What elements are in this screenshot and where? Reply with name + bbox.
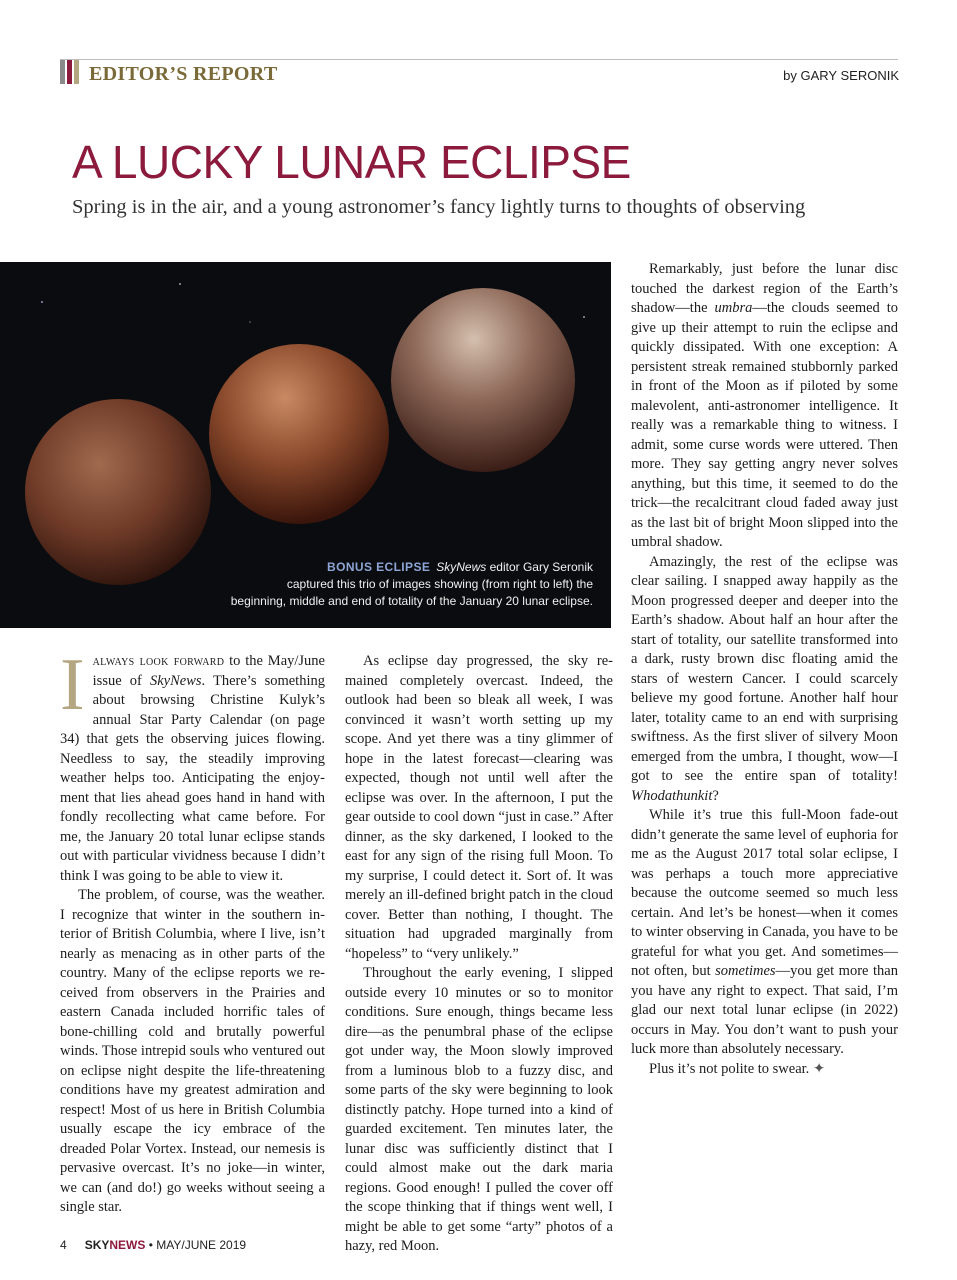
magazine-name: SkyNews (149, 672, 202, 689)
magazine-name-news: NEWS (109, 1238, 146, 1252)
emphasis: Whodathunkit (631, 787, 713, 804)
paragraph-text: Amazingly, the rest of the eclipse was clear sailing. I snapped away happily as the Moon progressed deeper and deeper into the Earth’s shadow. About half an hour after the start of totality, our satellite transformed into a dark, rusty brown disc floating amid the stars of western Cancer. I could scarcely believe my good fortune. Another half hour later, totality came to an end with surprising swiftness. As the first sliver of silvery Moon emerged from the umbra, I thought, wow—I got to see the entire span of totality! (631, 553, 898, 784)
dropcap: I (60, 644, 85, 726)
paragraph-text: . There’s something about browsing Christine Kulyk’s annual Star Party Calendar (on page 34) that gets the observing juices flowing. Needless to say, the steadily improving weather helps too. Anticipating the enjoyment that lies ahead goes hand in hand with fondly recollecting what came before. For me, the January 20 total lunar eclipse stands out with particular vividness because I didn’t think I was going to be able to view it. (60, 672, 325, 884)
paragraph-text: to the May/June issue of (92, 653, 325, 689)
header-rule (60, 59, 898, 60)
star-dot (41, 301, 43, 303)
star-dot (179, 283, 181, 285)
page-number: 4 (60, 1238, 67, 1252)
moon-start-of-totality (391, 288, 575, 472)
caption-source: SkyNews (436, 560, 487, 574)
article-column-3 (631, 260, 898, 1079)
emphasis: umbra (714, 300, 753, 316)
article-paragraph: The problem, of course, was the weather. I recognize that winter in the southern interior of British Columbia, where I live, isn’t nearly as menacing as in other parts of the country. Many of the eclipse reports we received from observers in the Prairies and eastern Canada included horrific tales of bone-chilling cold and brutally powerful winds. Those intrepid souls who ventured out on eclipse night despite the life-threatening conditions have my greatest admiration and respect! Most of us here in British Columbia usually escape the icy embrace of the dreaded Polar Vortex. Instead, our nemesis is pervasive overcast. It’s no joke—in winter, we can (and do!) go weeks without seeing a single star. (60, 887, 325, 1215)
eclipse-photo (0, 262, 611, 628)
photo-caption (173, 559, 593, 610)
paragraph-text: —you get more than you have any right to expect. That said, I’m glad our next total lunar eclipse (in 2022) occurs in May. You don’t want to push your luck more than absolutely necessary. (631, 963, 898, 1057)
article-paragraph (631, 806, 898, 1060)
byline: by GARY SERONIK (783, 68, 899, 83)
page-footer (60, 1238, 246, 1252)
article-paragraph: Throughout the early evening, I slipped outside every 10 minutes or so to monitor conditions. Sure enough, things became less dire—as the penumbral phase of the eclipse got under way, the Moon slowly improved from a luminous blob to a fuzzy disc, and some parts of the sky were beginning to look distinctly patchy. Hope turned into a kind of guarded excitement. Ten minutes later, the lunar disc was sufficiently distinct that I could almost make out the dark maria regions. Good enough! I pulled the cover off the scope thinking that if things went well, I might be able to get some “arty” photos of a hazy, red Moon. (345, 965, 613, 1254)
section-label: EDITOR’S REPORT (89, 63, 278, 85)
paragraph-text: —the clouds seemed to give up their attempt to ruin the eclipse and quickly dissipated. With one exception: A persistent streak remained stubbornly parked in front of the Moon as if piloted by some malevolent, anti-astronomer intelligence. It really was a remarkable thing to witness. I admit, some curse words were uttered. Then more. They say getting angry never solves anything, but this time, it seemed to do the trick—the recalcitrant cloud faded away just as the last bit of bright Moon slipped into the umbral shadow. (631, 300, 898, 550)
paragraph-text: ? (712, 787, 719, 804)
article-paragraph: As eclipse day progressed, the sky remained completely overcast. Indeed, the outlook had been so bleak all week, I was convinced it wasn’t worth setting up my scope. And yet there was a tiny glimmer of hope in the latest forecast—clearing was expected, though not until well after the eclipse was over. In the afternoon, I put the gear outside to cool down “just in case.” After dinner, as the sky darkened, I looked to the east for any sign of the rising full Moon. To my surprise, I could detect it. Sort of. It was merely an ill-defined bright patch in the cloud cover. Better than nothing, I thought. The situation had upgraded marginally from “hopeless” to “very unlikely.” (345, 653, 613, 962)
caption-line-2: captured this trio of images showing (from right to left) the (286, 577, 593, 591)
article-paragraph (60, 644, 325, 886)
article-paragraph (631, 553, 898, 807)
section-marker-icon (60, 60, 82, 84)
end-mark-icon: ✦ (812, 1060, 826, 1077)
caption-head: BONUS ECLIPSE (327, 560, 431, 574)
article-dek: Spring is in the air, and a young astronomer’s fancy lightly turns to thoughts of observing (72, 196, 806, 218)
moon-end-of-totality (25, 399, 211, 585)
issue-date: MAY/JUNE 2019 (156, 1238, 247, 1252)
star-dot (249, 321, 251, 323)
lead-in: always look forward (92, 653, 225, 669)
star-dot (583, 316, 585, 318)
paragraph-text: While it’s true this full-Moon fade-out didn’t generate the same level of euphoria for me as the August 2017 total solar eclipse, I was perhaps a touch more appreciative because the outcome seemed so much less certain. And let’s be honest—when it comes to winter observing in Canada, you have to be grateful for what you get. And sometimes—not often, but (631, 807, 898, 979)
article-paragraph (631, 260, 898, 553)
magazine-name-sky: SKY (84, 1238, 110, 1252)
article-headline: A LUCKY LUNAR ECLIPSE (72, 136, 631, 188)
article-column-1 (60, 644, 325, 1218)
emphasis: sometimes (715, 963, 776, 979)
footer-separator: • (148, 1238, 153, 1252)
article-column-2 (345, 652, 613, 1257)
caption-line-1: editor Gary Seronik (489, 560, 593, 574)
article-paragraph (631, 1060, 898, 1080)
moon-mid-totality (209, 344, 389, 524)
caption-line-3: beginning, middle and end of totality of the January 20 lunar eclipse. (230, 594, 593, 608)
paragraph-text: Remarkably, just before the lunar disc touched the darkest region of the Earth’s shadow—the (631, 261, 898, 316)
paragraph-text: Plus it’s not polite to swear. (649, 1060, 810, 1077)
